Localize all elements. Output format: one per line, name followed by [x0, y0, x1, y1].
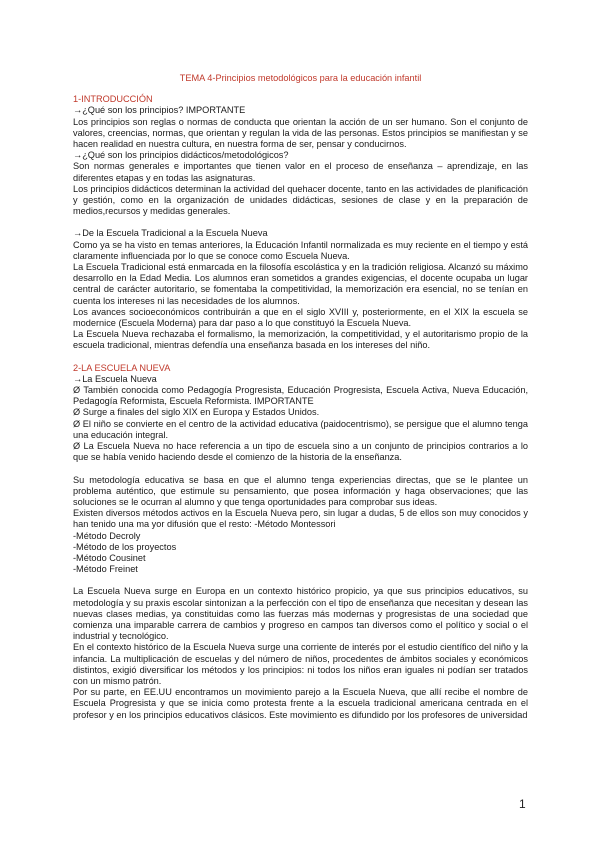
method-item: -Método Decroly [73, 530, 141, 541]
paragraph: La Escuela Tradicional está enmarcada en la filosofía escolástica y en la tradición religiosa. Alcanzó su máximo desarrollo en la Edad Media. Los alumnos eran sometidos a grandes exigencias, el docente ocupaba un lugar central de carácter autoritario, se fomentaba la competitividad, la memorización era esencial, no se tenían en cuenta los intereses ni las necesidades de los alumnos. [73, 262, 528, 306]
document-title: TEMA 4-Principios metodológicos para la educación infantil [179, 73, 422, 83]
subheading-escuela-tradicional: →De la Escuela Tradicional a la Escuela Nueva [73, 228, 268, 239]
method-item: -Método Cousinet [73, 552, 146, 563]
page-number: 1 [519, 797, 526, 811]
paragraph: La Escuela Nueva surge en Europa en un contexto histórico propicio, ya que sus principios educativos, su metodología y su praxis escolar sintonizan a la perfección con el tipo de enseñanza que necesitan y desean las nuevas clases medias, ya constituidas como las fuerzas más modernas y progresistas de una sociedad que comienza una imparable carrera de cambios y progreso en campos tan diversos como el político y social o el industrial y tecnológico. [73, 586, 528, 642]
question-principios: →¿Qué son los principios? IMPORTANTE [73, 105, 246, 116]
bullet-item: Ø El niño se convierte en el centro de la actividad educativa (paidocentrismo), se persigue que el alumno tenga una educación integral. [73, 418, 528, 440]
question-principios-didacticos: →¿Qué son los principios didácticos/metodológicos? [73, 150, 289, 161]
page-content [73, 73, 528, 721]
paragraph: Los principios son reglas o normas de conducta que orientan la acción de un ser humano. Son el conjunto de valores, creencias, normas, que orientan y regulan la vida de las personas. Estos principios se manifiestan y se hacen realidad en nuestra cultura, en nuestra forma de ser, pensar y conducirnos. [73, 116, 528, 150]
paragraph: En el contexto histórico de la Escuela Nueva surge una corriente de interés por el estudio científico del niño y la infancia. La multiplicación de escuelas y del número de niños, procedentes de ámbitos sociales y económicos distintos, exigió diversificar los métodos y los principios: ni todos los niños eran iguales ni podían ser tratados con un mismo patrón. [73, 642, 528, 686]
paragraph: Su metodología educativa se basa en que el alumno tenga experiencias directas, que se le plantee un problema auténtico, que estimule su pensamiento, que posea información y haga observaciones; que las soluciones se le ocurran al alumno y que tenga oportunidades para comprobar sus ideas. [73, 474, 528, 507]
paragraph: Existen diversos métodos activos en la Escuela Nueva pero, sin lugar a dudas, 5 de ellos son muy conocidos y han tenido una ma yor difusión que el resto: -Método Montessori [73, 508, 528, 530]
paragraph: Los avances socioeconómicos contribuirán a que en el siglo XVIII y, posteriormente, en el XIX la escuela se modernice (Escuela Moderna) para dar paso a lo que constituyó la Escuela Nueva. [73, 306, 528, 329]
section-heading-escuela-nueva: 2-LA ESCUELA NUEVA [73, 362, 171, 373]
bullet-item: Ø También conocida como Pedagogía Progresista, Educación Progresista, Escuela Activa, Nueva Educación, Pedagogía Reformista, Escuela Reformista. IMPORTANTE [73, 385, 528, 407]
paragraph: Como ya se ha visto en temas anteriores, la Educación Infantil normalizada es muy reciente en el tiempo y está claramente influenciada por lo que se conoce como Escuela Nueva. [73, 239, 528, 261]
bullet-item: Ø La Escuela Nueva no hace referencia a un tipo de escuela sino a un conjunto de principios contrarios a lo que se había venido haciendo desde el comienzo de la historia de la enseñanza. [73, 441, 528, 463]
paragraph: Son normas generales e importantes que tienen valor en el proceso de enseñanza – aprendizaje, en las diferentes etapas y en todas las asignaturas. [73, 161, 528, 183]
method-item: -Método de los proyectos [73, 541, 177, 552]
paragraph: La Escuela Nueva rechazaba el formalismo, la memorización, la competitividad, y el autoritarismo propio de la escuela tradicional, mientras defendía una enseñanza basada en los intereses del niño. [73, 329, 528, 351]
method-item: -Método Freinet [73, 564, 138, 575]
paragraph: Los principios didácticos determinan la actividad del quehacer docente, tanto en las actividades de planificación y gestión, como en la organización de unidades didácticas, sesiones de clase y en la preparación de medios,recursos y medidas generales. [73, 183, 528, 217]
section-heading-introduccion: 1-INTRODUCCIÓN [73, 94, 153, 105]
bullet-item: Ø Surge a finales del siglo XIX en Europa y Estados Unidos. [73, 407, 320, 418]
subheading-la-escuela-nueva: →La Escuela Nueva [73, 373, 157, 384]
paragraph: Por su parte, en EE.UU encontramos un movimiento parejo a la Escuela Nueva, que allí recibe el nombre de Escuela Progresista y que se inicia como protesta frente a la escuela tradicional americana centrada en el profesor y en los principios educativos clásicos. Este movimiento es difundido por los profesores de universidad [73, 687, 528, 720]
